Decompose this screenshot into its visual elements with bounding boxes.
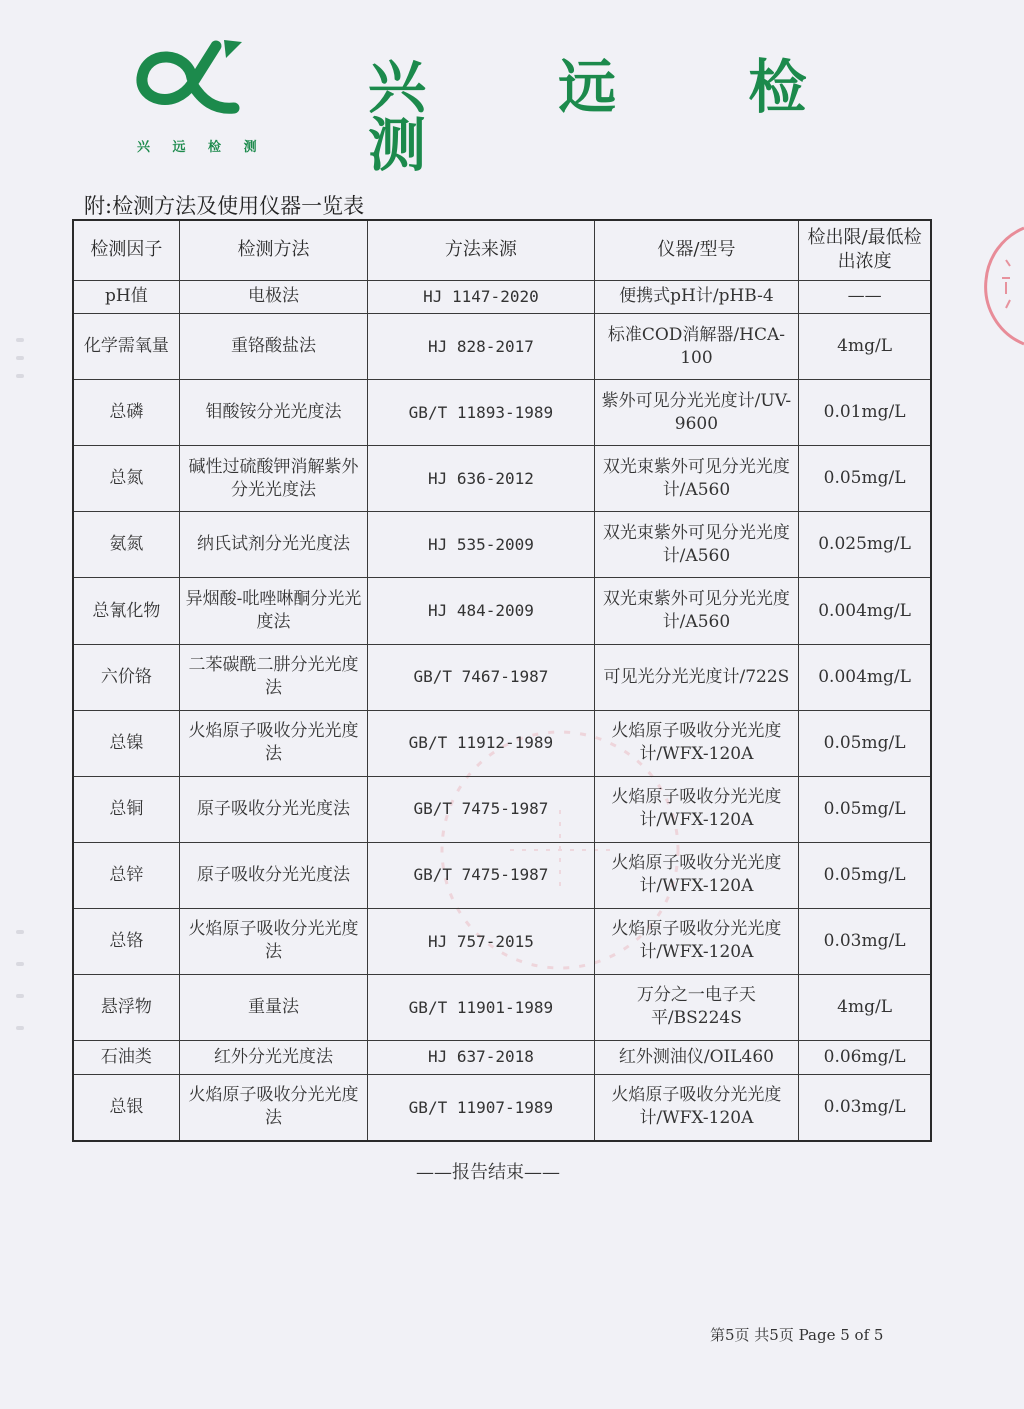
cell-limit: 0.05mg/L bbox=[799, 446, 931, 512]
cell-method: 碱性过硫酸钾消解紫外分光光度法 bbox=[179, 446, 367, 512]
cell-limit: 4mg/L bbox=[799, 314, 931, 380]
cell-factor: 化学需氧量 bbox=[73, 314, 179, 380]
cell-method: 纳氏试剂分光光度法 bbox=[179, 512, 367, 578]
cell-factor: 石油类 bbox=[73, 1040, 179, 1074]
cell-limit: 0.03mg/L bbox=[799, 908, 931, 974]
cell-source: GB/T 11907-1989 bbox=[368, 1074, 595, 1141]
table-row bbox=[73, 776, 931, 842]
cell-limit: 0.004mg/L bbox=[799, 578, 931, 644]
table-row bbox=[73, 644, 931, 710]
punch-hole bbox=[16, 962, 24, 966]
table-row bbox=[73, 512, 931, 578]
logo-caption: 兴 远 检 测 bbox=[137, 140, 266, 155]
report-end-note bbox=[0, 1158, 1024, 1184]
cell-method: 异烟酸-吡唑啉酮分光光度法 bbox=[179, 578, 367, 644]
cell-limit: 0.05mg/L bbox=[799, 776, 931, 842]
cell-factor: 总磷 bbox=[73, 380, 179, 446]
method-table bbox=[72, 219, 932, 1142]
cell-instrument: 紫外可见分光光度计/UV-9600 bbox=[594, 380, 798, 446]
cell-source: GB/T 7475-1987 bbox=[368, 776, 595, 842]
document-heading: 附:检测方法及使用仪器一览表 bbox=[84, 194, 365, 218]
seal-stamp-edge bbox=[980, 220, 1024, 350]
cell-method: 火焰原子吸收分光光度法 bbox=[179, 908, 367, 974]
header-factor: 检测因子 bbox=[73, 220, 179, 280]
cell-source: HJ 1147-2020 bbox=[368, 280, 595, 314]
cell-factor: 总镍 bbox=[73, 710, 179, 776]
punch-hole bbox=[16, 338, 24, 342]
cell-instrument: 标准COD消解器/HCA-100 bbox=[594, 314, 798, 380]
cell-source: GB/T 7467-1987 bbox=[368, 644, 595, 710]
cell-method: 二苯碳酰二肼分光光度法 bbox=[179, 644, 367, 710]
report-end-text: ——报告结束—— bbox=[416, 1162, 560, 1183]
cell-instrument: 便携式pH计/pHB-4 bbox=[594, 280, 798, 314]
cell-instrument: 红外测油仪/OIL460 bbox=[594, 1040, 798, 1074]
cell-method: 原子吸收分光光度法 bbox=[179, 776, 367, 842]
cell-source: HJ 828-2017 bbox=[368, 314, 595, 380]
header-limit: 检出限/最低检出浓度 bbox=[799, 220, 931, 280]
cell-limit: 0.004mg/L bbox=[799, 644, 931, 710]
cell-limit: 0.025mg/L bbox=[799, 512, 931, 578]
cell-source: GB/T 11901-1989 bbox=[368, 974, 595, 1040]
cell-source: HJ 637-2018 bbox=[368, 1040, 595, 1074]
cell-instrument: 万分之一电子天平/BS224S bbox=[594, 974, 798, 1040]
punch-hole bbox=[16, 374, 24, 378]
table-row bbox=[73, 314, 931, 380]
cell-factor: pH值 bbox=[73, 280, 179, 314]
cell-factor: 总银 bbox=[73, 1074, 179, 1141]
cell-instrument: 火焰原子吸收分光光度计/WFX-120A bbox=[594, 776, 798, 842]
cell-instrument: 双光束紫外可见分光光度计/A560 bbox=[594, 446, 798, 512]
cell-limit: 4mg/L bbox=[799, 974, 931, 1040]
cell-method: 红外分光光度法 bbox=[179, 1040, 367, 1074]
cell-limit: 0.05mg/L bbox=[799, 842, 931, 908]
cell-method: 原子吸收分光光度法 bbox=[179, 842, 367, 908]
header-method: 检测方法 bbox=[179, 220, 367, 280]
cell-method: 重铬酸盐法 bbox=[179, 314, 367, 380]
cell-factor: 总铬 bbox=[73, 908, 179, 974]
cell-source: GB/T 11893-1989 bbox=[368, 380, 595, 446]
cell-method: 火焰原子吸收分光光度法 bbox=[179, 1074, 367, 1141]
table-row bbox=[73, 1074, 931, 1141]
cell-source: HJ 757-2015 bbox=[368, 908, 595, 974]
cell-instrument: 火焰原子吸收分光光度计/WFX-120A bbox=[594, 908, 798, 974]
table-header-row bbox=[73, 220, 931, 280]
cell-factor: 六价铬 bbox=[73, 644, 179, 710]
table-row bbox=[73, 710, 931, 776]
punch-hole bbox=[16, 930, 24, 934]
table-row bbox=[73, 908, 931, 974]
cell-limit: 0.06mg/L bbox=[799, 1040, 931, 1074]
page-footer: 第5页 共5页 Page 5 of 5 bbox=[710, 1326, 884, 1344]
cell-method: 火焰原子吸收分光光度法 bbox=[179, 710, 367, 776]
cell-method: 电极法 bbox=[179, 280, 367, 314]
cell-instrument: 双光束紫外可见分光光度计/A560 bbox=[594, 578, 798, 644]
cell-instrument: 火焰原子吸收分光光度计/WFX-120A bbox=[594, 842, 798, 908]
cell-method: 钼酸铵分光光度法 bbox=[179, 380, 367, 446]
table-row bbox=[73, 1040, 931, 1074]
cell-source: HJ 484-2009 bbox=[368, 578, 595, 644]
brand-title: 兴 远 检 测 bbox=[368, 53, 863, 179]
cell-limit: —— bbox=[799, 280, 931, 314]
table-row bbox=[73, 380, 931, 446]
punch-hole bbox=[16, 1026, 24, 1030]
cell-instrument: 双光束紫外可见分光光度计/A560 bbox=[594, 512, 798, 578]
cell-instrument: 火焰原子吸收分光光度计/WFX-120A bbox=[594, 710, 798, 776]
cell-factor: 总氮 bbox=[73, 446, 179, 512]
table-row bbox=[73, 280, 931, 314]
cell-factor: 总锌 bbox=[73, 842, 179, 908]
cell-instrument: 可见光分光光度计/722S bbox=[594, 644, 798, 710]
punch-hole bbox=[16, 994, 24, 998]
table-row bbox=[73, 974, 931, 1040]
header-source: 方法来源 bbox=[368, 220, 595, 280]
cell-method: 重量法 bbox=[179, 974, 367, 1040]
cell-instrument: 火焰原子吸收分光光度计/WFX-120A bbox=[594, 1074, 798, 1141]
cell-source: GB/T 11912-1989 bbox=[368, 710, 595, 776]
cell-limit: 0.03mg/L bbox=[799, 1074, 931, 1141]
header-instrument: 仪器/型号 bbox=[594, 220, 798, 280]
cell-source: GB/T 7475-1987 bbox=[368, 842, 595, 908]
table-row bbox=[73, 578, 931, 644]
cell-source: HJ 535-2009 bbox=[368, 512, 595, 578]
cell-limit: 0.05mg/L bbox=[799, 710, 931, 776]
cell-source: HJ 636-2012 bbox=[368, 446, 595, 512]
cell-factor: 总氰化物 bbox=[73, 578, 179, 644]
cell-factor: 总铜 bbox=[73, 776, 179, 842]
punch-hole bbox=[16, 356, 24, 360]
table-row bbox=[73, 842, 931, 908]
table-row bbox=[73, 446, 931, 512]
cell-limit: 0.01mg/L bbox=[799, 380, 931, 446]
cell-factor: 氨氮 bbox=[73, 512, 179, 578]
cell-factor: 悬浮物 bbox=[73, 974, 179, 1040]
company-logo bbox=[130, 38, 250, 118]
